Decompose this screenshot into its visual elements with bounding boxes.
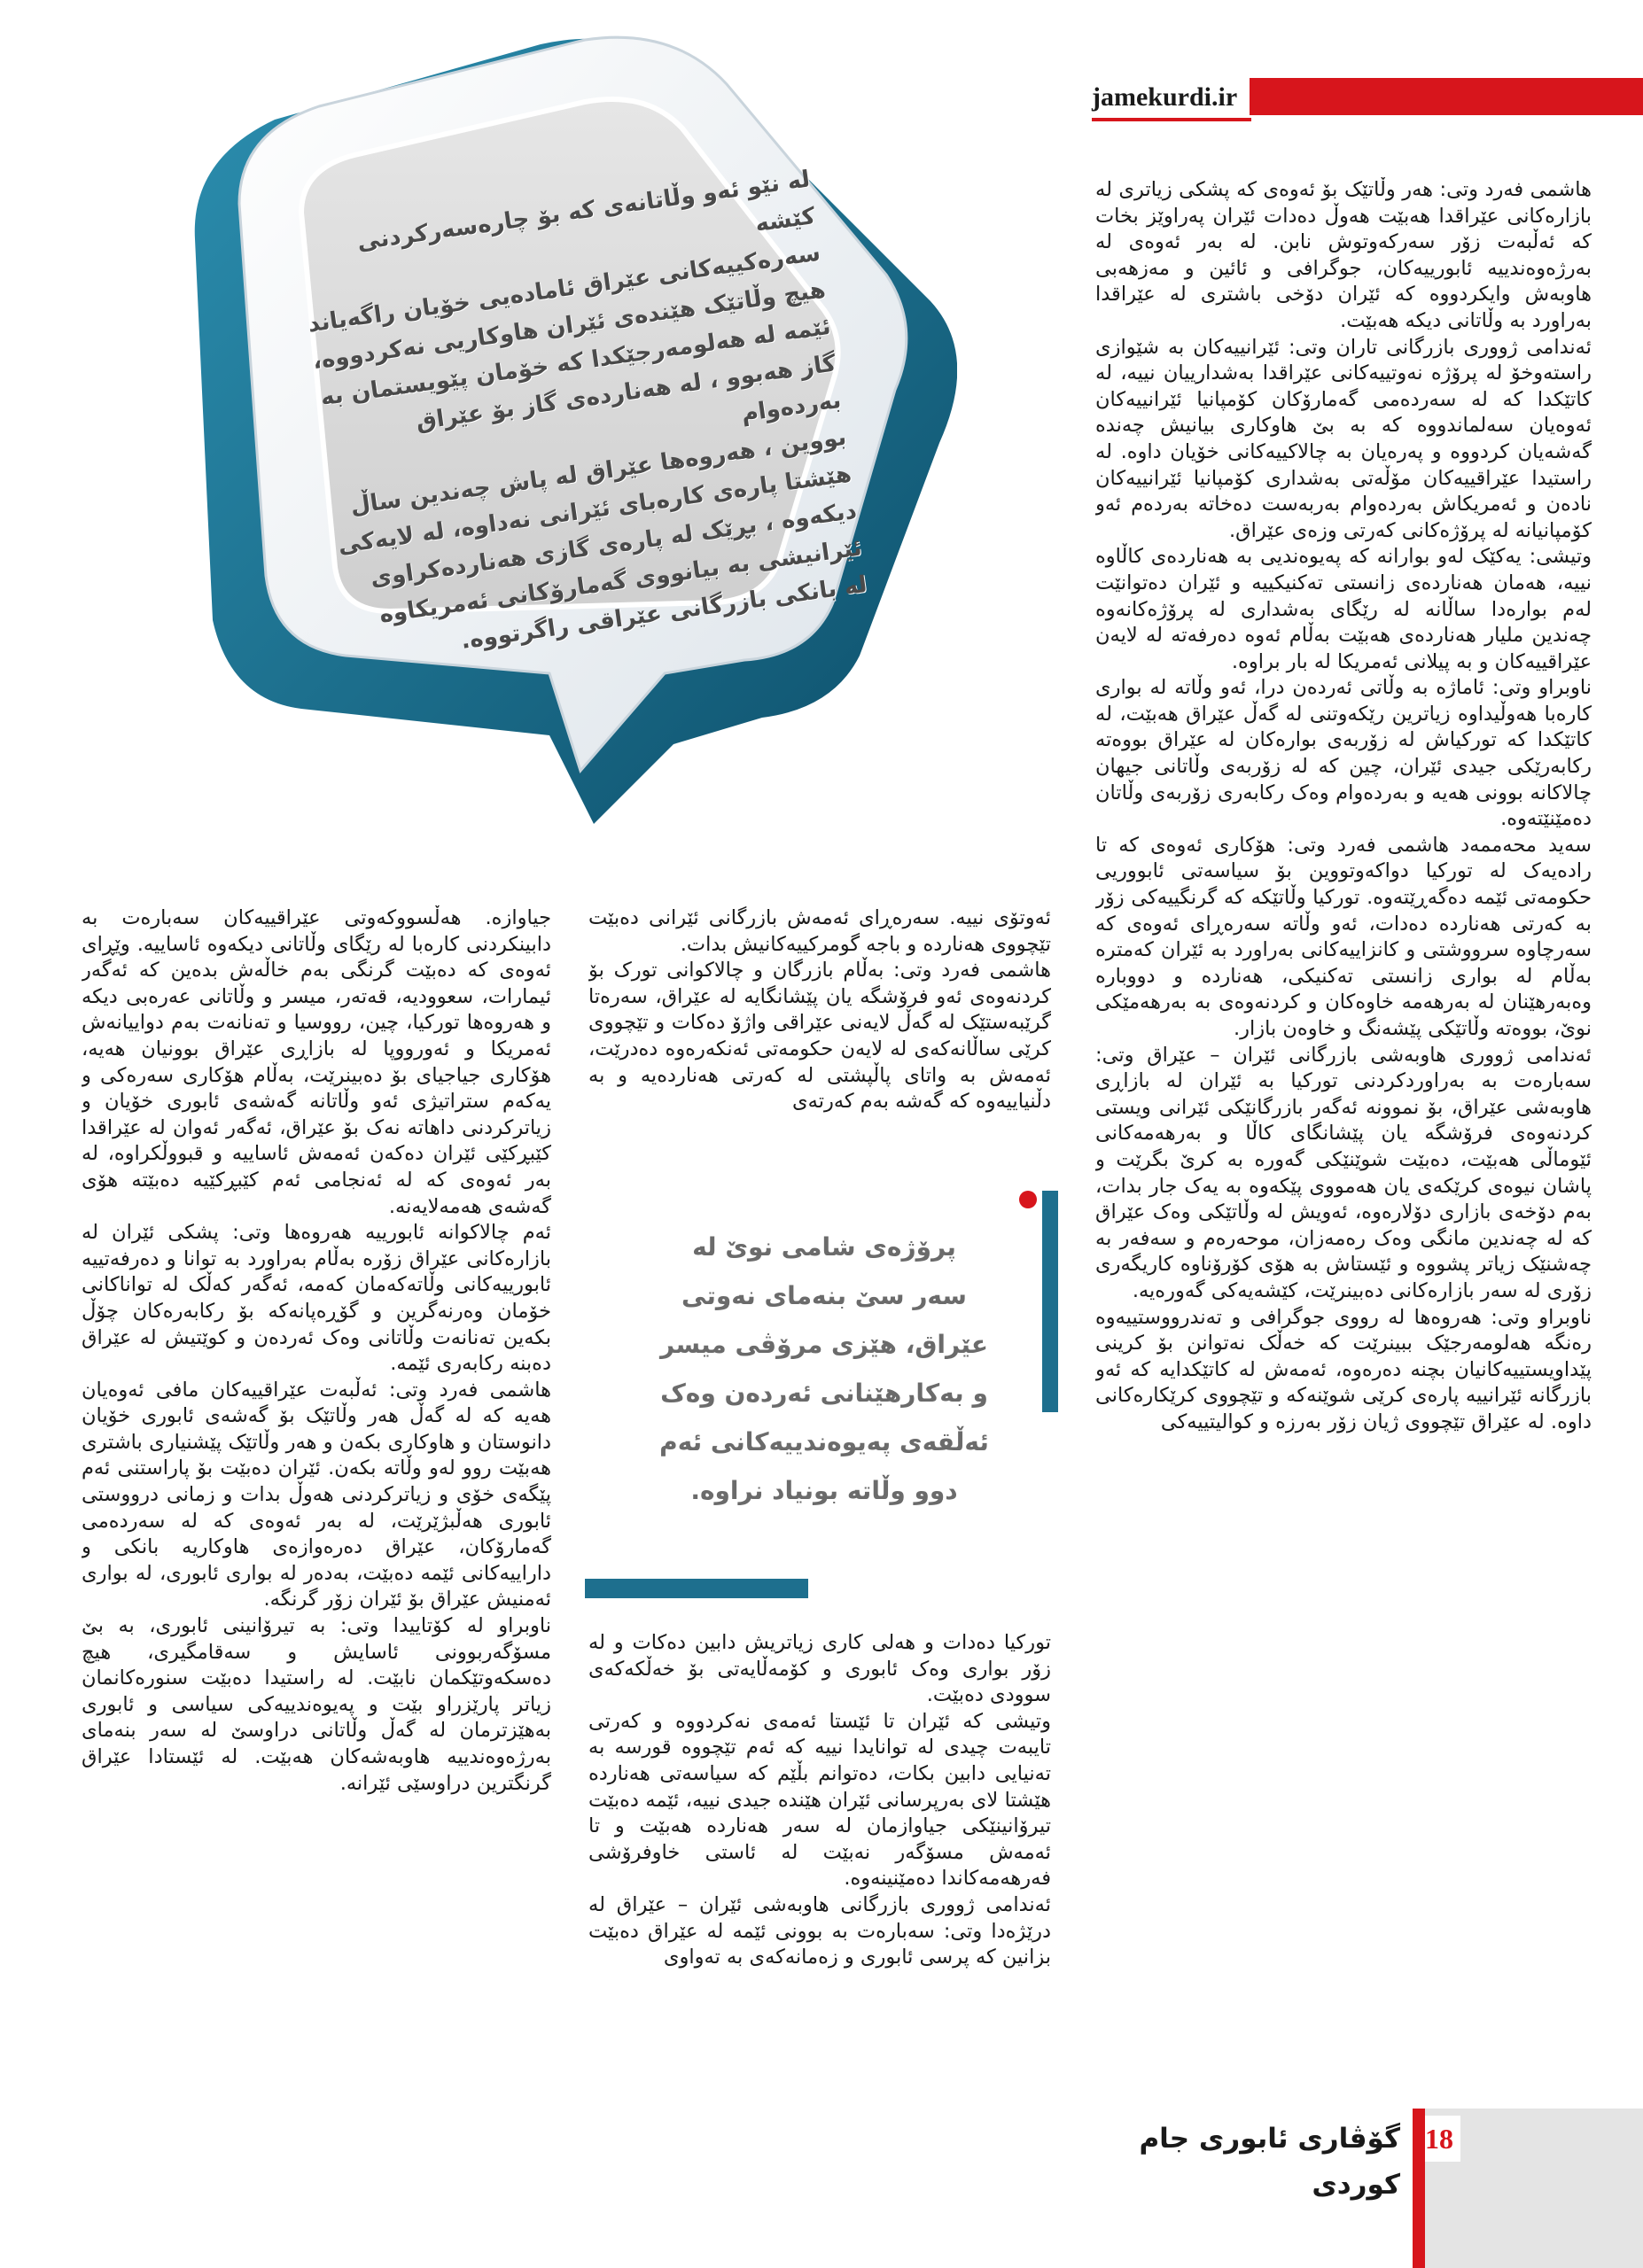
paragraph: هاشمی فەرد وتی: بەڵام بازرگان و چالاکوانی تورک بۆ کردنەوەی ئەو فرۆشگە یان پێشانگایە لە عێراق، سەرەتا گرێبەستێک لە گەڵ لایەنی عێراقی واژۆ دەکات و تێچووی کرێی ساڵانەکەی لە لایەن حکومەتی ئەنکەرەوە دەدرێت، ئەمەش بە واتای پاڵپشتی لە کەرتی هەناردەیە و بە دڵنیاییەوە کە گەشە بەم کەرتەی — [588, 959, 1051, 1114]
article-column-middle-top — [588, 905, 1051, 1171]
header-underline — [1092, 118, 1251, 121]
paragraph: ئەم چالاکوانە ئابورییە هەروەها وتی: پشکی ئێران لە بازارەکانی عێراق زۆرە بەڵام بەراورد بە توانا و دەرفەتییە ئابورییەکانی وڵاتەکەمان کەمە، ئەگەر کەڵک لە تواناکانی خۆمان وەرنەگرین و گۆڕەپانەکە بۆ رکابەرەکان چۆڵ بکەین تەنانەت وڵاتانی وەک ئەردەن و کوێتیش لە عێراق دەبنە رکابەری ئێمە. — [82, 1221, 551, 1376]
paragraph: ناوبراو وتی: ئاماژە بە وڵاتی ئەردەن درا، ئەو وڵاتە لە بواری کارەبا هەوڵیداوە زیاترین رێکەوتنی لە گەڵ عێراق هەبێت، لە کاتێکدا کە تورکیاش لە زۆربەی بوارەکان لە عێراق بووەتە رکابەرێکی جیدی ئێران، چین کە لە زۆربەی وڵاتانی جیهان چالاکانە بوونی هەیە و بەردەوام وەک رکابەری زۆربەی وڵاتان دەمێنێتەوە. — [1095, 676, 1592, 831]
article-column-middle-bottom — [588, 1630, 1051, 2064]
paragraph: ئەوتۆی نییە. سەرەڕای ئەمەش بازرگانی ئێرانی دەبێت تێچووی هەناردە و باجە گومرکییەکانیش بدات. — [588, 906, 1051, 956]
paragraph: سەید محەممەد هاشمی فەرد وتی: هۆکاری ئەوەی کە تا رادەیەک لە تورکیا دواکەوتووین بۆ سیاسەتی ئابووریی حکومەتی ئێمە دەگەڕێتەوە. تورکیا وڵاتێکە کە گرنگییەکی زۆر بە کەرتی هەناردە دەدات، ئەو وڵاتە سەرەڕای ئەوەی کە سەرچاوە سرووشتی و کانزاییەکانی بەراورد بە ئێران کەمترە بەڵام لە بواری زانستی تەکنیکی، هەناردە و دووبارە وەبەرهێنان لە بەرهەمە خاوەکان و کردنەوەی بە بەرهەمێکی نوێ، بووەتە وڵاتێکی پێشەنگ و خاوەن بازار. — [1095, 833, 1592, 1040]
page-number: 18 — [1425, 2116, 1460, 2162]
paragraph: وتیشی کە ئێران تا ئێستا ئەمەی نەکردووە و کەرتی تایبەت چیدی لە توانایدا نییە کە ئەم تێچووە قورسە بە تەنیایی دابین بکات، دەتوانم بڵێم کە سیاسەتی هەناردە هێشتا لای بەرپرسانی ئێران هێندە جیدی نییە، ئێمە دەبێت تیرۆانینێکی جیاوازمان لە سەر هەناردە هەبێت و تا ئەمەش مسۆگەر نەبێت لە ئاستی خاوفرۆشی فەرهەمەکاندا دەمێنینەوە. — [588, 1709, 1051, 1891]
callout-text: لە نێو ئەو وڵاتانەی کە بۆ چارەسەرکردنی کێشە سەرەکییەکانی عێراق ئامادەیی خۆیان راگەیاند هیچ وڵاتێک هێندەی ئێران هاوکاریی نەکردووە، ئێمە لە هەلومەرجێکدا کە خۆمان پێویستمان بە گاز هەبوو ، لە هەناردەی گاز بۆ عێراق بەردەوام بووین ، هەروەها عێراق لە پاش چەندین ساڵ هێشتا پارەی کارەبای ئێرانی نەداوە، لە لایەکی دیکەوە ، بڕێک لە پارەی گازی هەناردەکراوی ئێرانیشی بە بیانووی گەمارۆکانی ئەمریکاوە لە بانکی بازرگانی عێراقی راگرتووە. — [306, 166, 869, 655]
paragraph: ئەندامی ژووری بازرگانی هاوبەشی ئێران – عێراق لە درێژەدا وتی: سەبارەت بە بوونی ئێمە لە عێراق دەبێت بزانین کە پرسی ئابوری و زەمانەکەی بە تەواوی — [588, 1892, 1051, 1969]
paragraph: هاشمی فەرد وتی: هەر وڵاتێک بۆ ئەوەی کە پشکی زیاتری لە بازارەکانی عێراقدا هەبێت هەوڵ دەدات ئێران پەراوێز بخات کە ئەڵبەت زۆر سەرکەوتوش نابن. لە بەر ئەوەی لە بەرژەوەندییە ئابورییەکان، جوگرافی و ئائین و مەزهەبی هاوبەش وایکردووە کە ئێران دۆخی باشتری لە عێراقدا بەراورد بە وڵاتانی دیکە هەبێت. — [1095, 178, 1592, 332]
paragraph: ناوبراو لە کۆتاییدا وتی: بە تیرۆانینی ئابوری، بە بێ مسۆگەربوونی ئاسایش و سەقامگیری، هیچ دەسکەوتێکمان نابێت. لە راستیدا دەبێت سنورەکانمان زیاتر پارێزراو بێت و پەیوەندییەکی سیاسی و ئابوری بەهێزترمان لە گەڵ وڵاتانی دراوسێ لە سەر بنەمای بەرژەوەندیيە هاوبەشەکان هەبێت. لە ئێستادا عێراق گرنگترین دراوسێی ئێرانە. — [82, 1614, 551, 1795]
header-red-bar — [1250, 78, 1643, 115]
footer-red-stripe — [1413, 2109, 1425, 2268]
magazine-name: گۆڤاری ئابوری جام کوردی — [1139, 2123, 1400, 2201]
article-column-right — [1095, 177, 1592, 2073]
paragraph: هاشمی فەرد وتی: ئەڵبەت عێراقییەکان مافی ئەوەیان هەیە کە لە گەڵ هەر وڵاتێک بۆ گەشەی ئابوری خۆیان دانوستان و هاوکاری بکەن و هەر وڵاتێک پێشنیاری باشتری هەبێت روو لەو وڵاتە بکەن. ئێران دەبێت بۆ پاراستنی ئەم پێگەی خۆی و زیاترکردنی هەوڵ بدات و زمانی درووستی ئابوری هەڵبژێرێت، لە بەر ئەوەی کە لە سەردەمی گەمارۆکان، عێراق دەرەوازەی هاوکاریە بانکی و داراییەکانی ئێمە دەبێت، بەدەر لە بواری ئابوری، لە بواری ئەمنیش عێراق بۆ ئێران زۆر گرنگە. — [82, 1378, 551, 1612]
pull-quote-dot — [1019, 1191, 1037, 1208]
paragraph: ئەندامی ژووری بازرگانی تاران وتی: ئێرانییەکان بە شێوازی راستەوخۆ لە پرۆژە نەوتییەکانی عێراقدا بەشداریيان نییە، لە کاتێکدا کە لە سەردەمی گەمارۆکان کۆمپانیا ئێرانییەکان ئەوەیان سەلماندووە کە بە بێ هاوکاری بیانیش چەندە گەشەیان کردووە و پەرەیان بە چالاکییەکانی خۆیان داوە. لە راستیدا عێراقییەکان مۆڵەتی بەشداری کۆمپانیا ئێرانییەکان نادەن و ئەمریکاش بەردەوام بەربەست دەخاتە بەردەم ئەو کۆمپانیانە لە پرۆژەکانی کەرتی وزەی عێراق. — [1095, 335, 1592, 542]
pull-quote-bar — [1042, 1191, 1058, 1412]
paragraph: جیاوازە. هەڵسووکەوتی عێراقییەکان سەبارەت بە دابینکردنی کارەبا لە رێگای وڵاتانی دیکەوە ئاساییە. وێڕای ئەوەی کە دەبێت گرنگی بەم خاڵەش بدەین کە ئەگەر ئیمارات، سعوودیە، قەتەر، میسر و وڵاتانی عەرەبی دیکە و هەروەها تورکیا، چین، رووسیا و تەنانەت بەم دواییانەش ئەمریکا و ئەورووپا لە بازاڕی عێراق بوونیان هەیە، هۆکاری جیاجیای بۆ دەبینرێت، بەڵام هۆکاری سەرەکی و یەکەم ستراتیژی ئەو وڵاتانە گەشەی ئابوری خۆیان و زیاترکردنی داهاتە نەک بۆ عێراق، ئەگەر ئەوان لە عێراقدا کێبڕکێی ئێران دەکەن ئەمەش ئاساییە و قبووڵکراوە، لە بەر ئەوەی کە لە ئەنجامی ئەم کێبڕکێیە دەبێتە هۆی گەشەی هەمەلایەنە. — [82, 906, 551, 1218]
article-column-left — [82, 905, 551, 2066]
site-url[interactable]: jamekurdi.ir — [1092, 82, 1238, 112]
pull-quote: پرۆژەی شامی نوێ لە سەر سێ بنەمای نەوتی عێراق، هێزی مرۆڤی میسر و بەکارهێنانی ئەردەن وەک ئەڵقەی پەیوەندییەکانی ئەم دوو وڵاتە بونیاد نراوە. — [659, 1232, 989, 1505]
paragraph: ئەندامی ژووری هاوبەشی بازرگانی ئێران – عێراق وتی: سەبارەت بە بەراوردکردنی تورکیا بە ئێران لە بازاڕی هاوبەشی عێراق، بۆ نموونە ئەگەر بازرگانێکی ئێرانی ویستی کردنەوەی فرۆشگە یان پێشانگای کاڵا و بەرهەمەکانی ئێوماڵی هەبێت، دەبێت شوێنێکی گەورە بە کرێ بگرێت و پاشان نیوەی کرێکەی یان هەمووی پێکەوە بە یەک جار بدات، بەم دۆخەی بازاری دۆلارەوە، ئەویش لە وڵاتێکی وەک عێراق کە لە چەندین مانگی وەک رەمەزان، موحەرەم و سەفەر بە چەشنێک زیاتر پشووە و ئێستاش بە هۆی کۆرۆناوە کاریگەری زۆری لە سەر بازارەکانی دەبینرێت، کێشەیەکی گەورەیە. — [1095, 1043, 1592, 1302]
paragraph: وتیشی: یەکێک لەو بوارانە کە پەیوەندیی بە هەناردەی کاڵاوە نییە، هەمان هەناردەی زانستی تەکنیکییە و ئێران دەتوانێت لەم بوارەدا ساڵانە لە رێگای بەشداری لە پرۆژەکانەوە چەندین ملیار هەناردەی هەبێت بەڵام ئەوە دەرفەتە لە لایەن عێراقییەکان و بە پیلانی ئەمریکا لە بار براوە. — [1095, 545, 1592, 673]
paragraph: ناوبراو وتی: هەروەها لە رووی جوگرافی و تەندرووستییەوە رەنگە هەلومەرجێک ببینرێت کە خەڵک نەتوانن بۆ کرینی پێداویستییەکانیان بچنە دەرەوە، ئەمەش لە کاتێکدایە کە ئەو بازرگانە ئێرانییە پارەی کرێی شوێنەکە و تێچووی کرێکارەکانی داوە. لە عێراق تێچووی ژیان زۆر بەرزە و کوالیتییەکی — [1095, 1305, 1592, 1433]
paragraph: تورکیا دەدات و هەلی کاری زیاتریش دابین دەکات و لە زۆر بواری وەک ئابوری و کۆمەڵایەتی بۆ خەڵکەکەی سوودی دەبێت. — [588, 1631, 1051, 1707]
pull-quote-underline — [585, 1579, 808, 1598]
